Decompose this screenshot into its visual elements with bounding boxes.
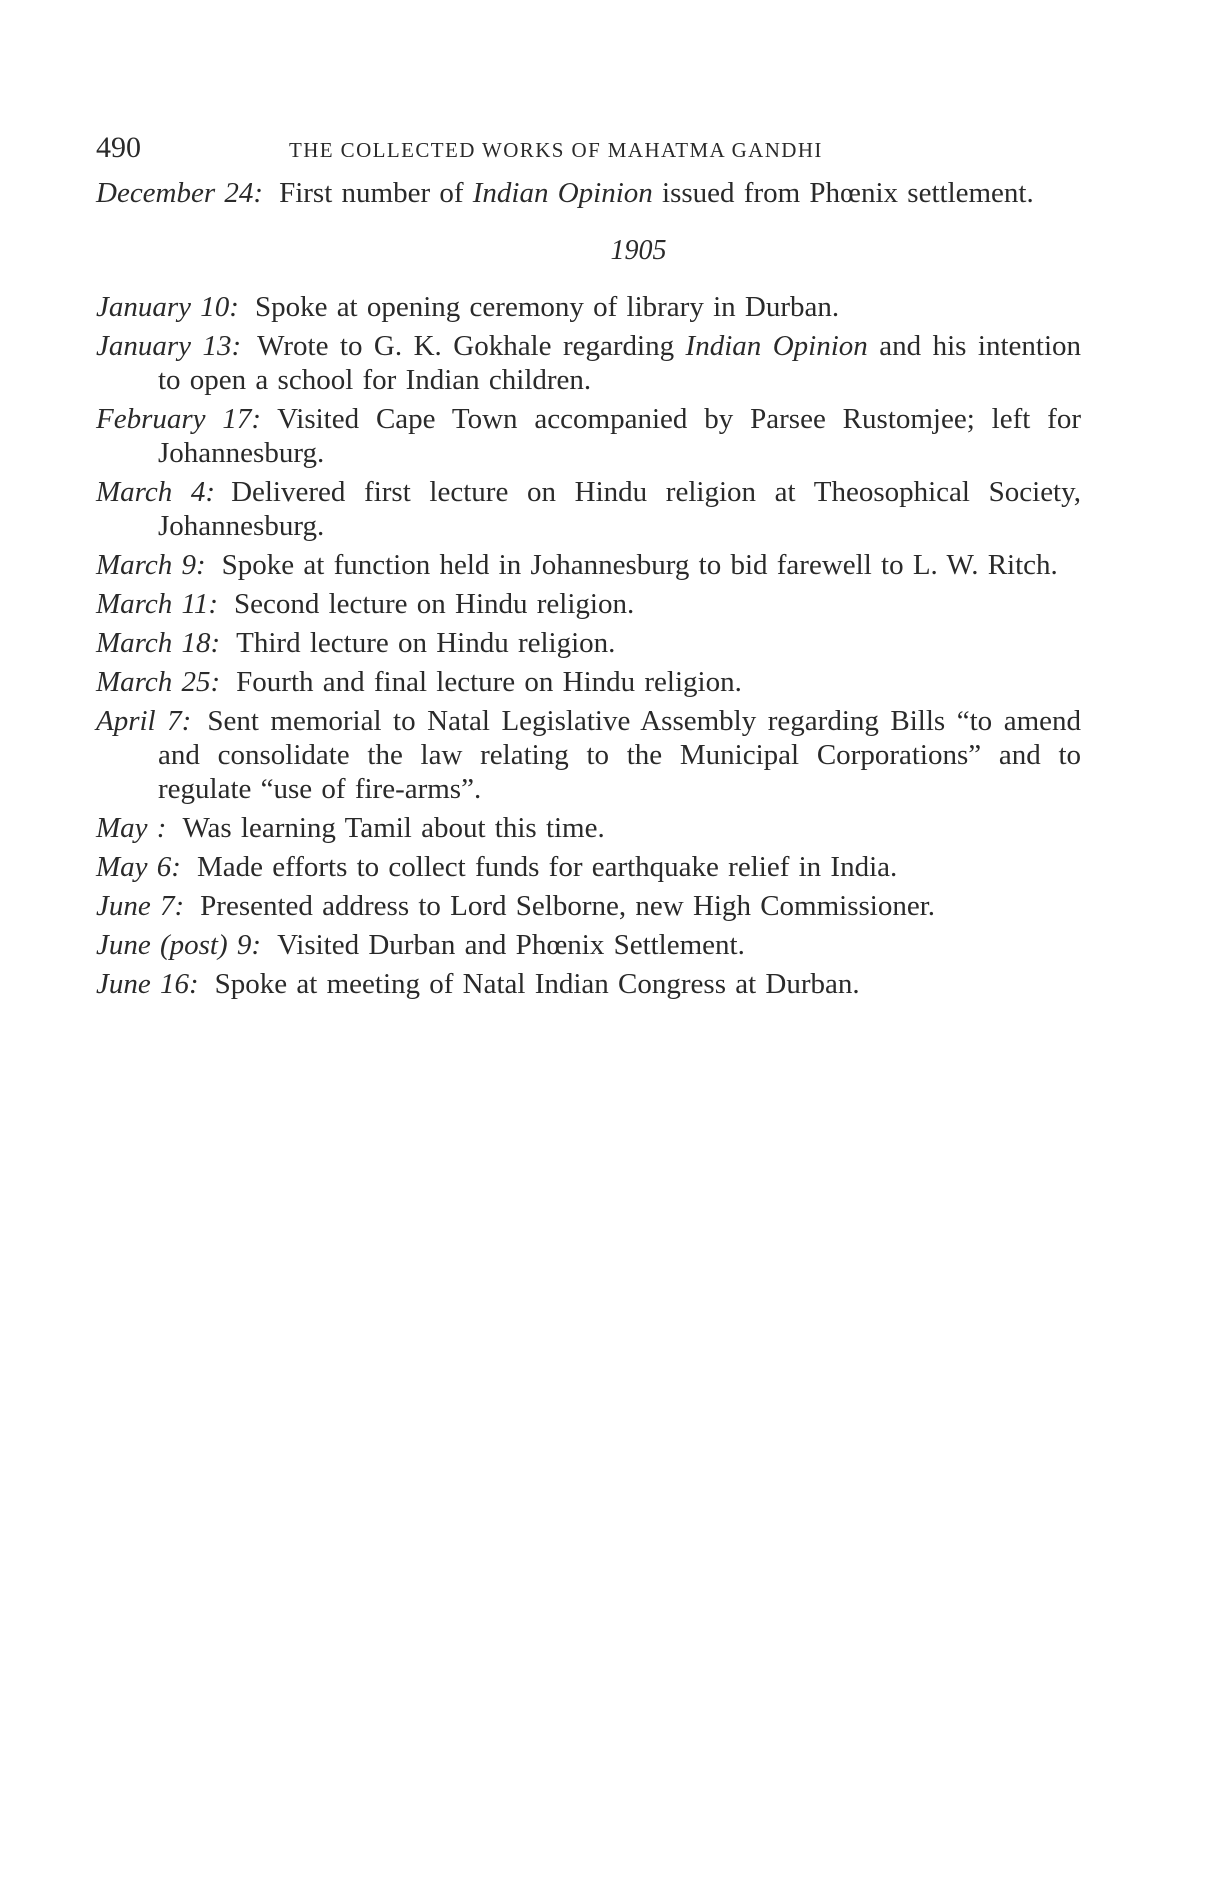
entry-date: June 16: bbox=[96, 968, 199, 1000]
chronology-entry bbox=[96, 329, 1081, 397]
entry-text: Spoke at opening ceremony of library in Durban. bbox=[254, 291, 840, 323]
chronology-entry bbox=[96, 548, 1081, 582]
entry-text: and his intention to open a school for Indian children. bbox=[158, 330, 1082, 396]
year-heading: 1905 bbox=[610, 235, 667, 266]
chronology-entry bbox=[96, 967, 1081, 1001]
entry-date: February 17: bbox=[96, 403, 262, 435]
entry-date: March 11: bbox=[96, 588, 218, 620]
entry-text: Fourth and final lecture on Hindu religion. bbox=[236, 666, 742, 698]
chronology-entry bbox=[96, 704, 1081, 806]
entry-date: January 10: bbox=[96, 291, 239, 323]
entry-text: issued from Phœnix settlement. bbox=[652, 177, 1034, 209]
chronology-entry bbox=[96, 889, 1081, 923]
chronology-entry bbox=[96, 665, 1081, 699]
chronology-entry bbox=[96, 626, 1081, 660]
page-header bbox=[96, 128, 1081, 168]
chronology-entry bbox=[96, 928, 1081, 962]
chronology-entry bbox=[96, 850, 1081, 884]
chronology-entry bbox=[96, 587, 1081, 621]
entry-date: May 6: bbox=[96, 851, 181, 883]
entry-date: April 7: bbox=[96, 705, 192, 737]
chronology bbox=[96, 176, 1081, 1006]
entry-text: Visited Durban and Phœnix Settlement. bbox=[277, 929, 745, 961]
entry-date: March 25: bbox=[96, 666, 221, 698]
entry-date: March 18: bbox=[96, 627, 221, 659]
entry-date: June 7: bbox=[96, 890, 185, 922]
entry-text: Made efforts to collect funds for earthquake relief in India. bbox=[196, 851, 898, 883]
page-number: 490 bbox=[96, 131, 141, 164]
entry-text: First number of bbox=[279, 177, 473, 209]
entry-date: June (post) 9: bbox=[96, 929, 262, 961]
chronology-entry bbox=[96, 176, 1081, 210]
entry-date: March 9: bbox=[96, 549, 206, 581]
chronology-entry bbox=[96, 402, 1081, 470]
entry-text: Spoke at meeting of Natal Indian Congress at Durban. bbox=[214, 968, 860, 1000]
publication-title: Indian Opinion bbox=[472, 177, 653, 209]
entry-text: Delivered first lecture on Hindu religion at Theosophical Society, Johannesburg. bbox=[158, 476, 1081, 542]
entry-date: January 13: bbox=[96, 330, 242, 362]
entry-date: December 24: bbox=[96, 177, 264, 209]
publication-title: Indian Opinion bbox=[685, 330, 868, 362]
chronology-entry bbox=[96, 475, 1081, 543]
entry-text: Wrote to G. K. Gokhale regarding bbox=[257, 330, 686, 362]
chronology-entry bbox=[96, 290, 1081, 324]
entry-date: March 4: bbox=[96, 476, 216, 508]
entry-text: Sent memorial to Natal Legislative Assembly regarding Bills “to amend and consolidate the law relating to the Municipal Corporations” and to regulate “use of fire-arms”. bbox=[158, 705, 1081, 805]
entry-text: Spoke at function held in Johannesburg to bid farewell to L. W. Ritch. bbox=[221, 549, 1058, 581]
entry-text: Second lecture on Hindu religion. bbox=[234, 588, 635, 620]
entry-text: Visited Cape Town accompanied by Parsee Rustomjee; left for Johannesburg. bbox=[158, 403, 1081, 469]
running-title: THE COLLECTED WORKS OF MAHATMA GANDHI bbox=[289, 138, 823, 162]
entry-date: May : bbox=[96, 812, 167, 844]
entry-text: Was learning Tamil about this time. bbox=[182, 812, 605, 844]
entry-text: Presented address to Lord Selborne, new High Commissioner. bbox=[200, 890, 936, 922]
chronology-entry bbox=[96, 811, 1081, 845]
entry-text: Third lecture on Hindu religion. bbox=[236, 627, 616, 659]
